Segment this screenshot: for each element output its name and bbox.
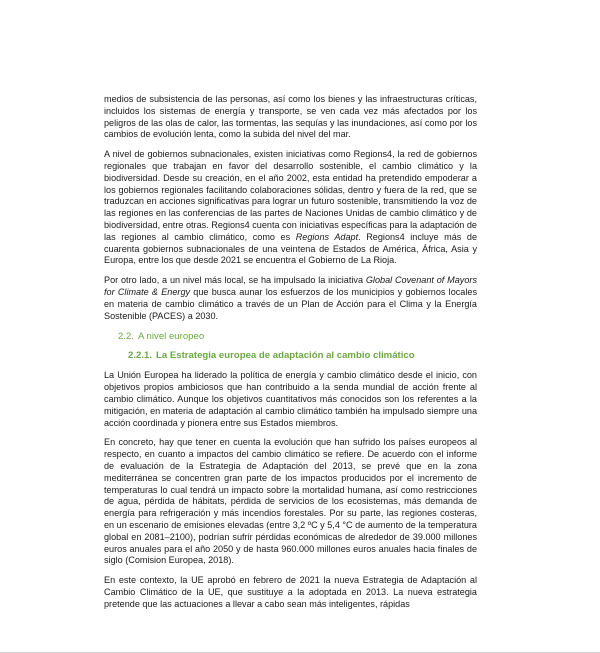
paragraph-eu-impacts: En concreto, hay que tener en cuenta la evolución que han sufrido los países europeos al respecto, en cuanto a impactos del cambio climático se refiere. De acuerdo con el informe de evaluación de la Estrategia de Adaptación del 2013, se prevé que en la zona mediterránea se concentren gran parte de los impactos producidos por el incremento de temperaturas lo cual tendrá un impacto sobre la mortalidad humana, así como restricciones de agua, pérdida de hábitats, pérdida de servicios de los ecosistemas, más demanda de energía para refrigeración y más incendios forestales. Por su parte, las regiones costeras, en un escenario de emisiones elevadas (entre 3,2 ºC y 5,4 °C de aumento de la temperatura global en 2081–2100), podrían sufrir pérdidas económicas de alrededor de 39.000 millones euros anuales para el año 2050 y de hasta 960.000 millones euros anuales hacia finales de siglo (Comision Europea, 2018). [104, 437, 477, 566]
paragraph-climate-risks: medios de subsistencia de las personas, así como los bienes y las infraestructuras críticas, incluidos los sistemas de energía y transporte, se ven cada vez más afectados por los peligros de las olas de calor, las tormentas, las sequías y las inundaciones, así como por los cambios de evolución lenta, como la subida del nivel del mar. [104, 94, 477, 140]
page-body [104, 94, 477, 618]
section-number: 2.2. [118, 331, 135, 343]
covenant-of-mayors-emphasis: Global Covenant of Mayors for Climate & Energy [104, 275, 477, 297]
subsection-number: 2.2.1. [128, 350, 153, 362]
paragraph-covenant-text-a: Por otro lado, a un nivel más local, se ha impulsado la iniciativa [104, 275, 366, 286]
paragraph-covenant-of-mayors [104, 275, 477, 322]
section-heading-european-level [118, 330, 477, 343]
paragraph-eu-leadership: La Unión Europea ha liderado la política de energía y cambio climático desde el inicio, con objetivos propios ambiciosos que han contribuido a la senda mundial de acción frente al cambio climático. Aunque los objetivos cuantitativos más conocidos son los referentes a la mitigación, en materia de adaptación al cambio climático también ha impulsado siempre una acción coordinada y pionera entre sus Estados miembros. [104, 370, 477, 428]
regions-adapt-emphasis: Regions Adapt [295, 231, 359, 242]
paragraph-regions4-text-b: . Regions4 incluye más de cuarenta gobiernos subnacionales de una veintena de Estados de América, África, Asia y Europa, entre los que desde 2021 se encuentra el Gobierno de La Rioja. [104, 231, 478, 266]
subsection-title: La Estrategia europea de adaptación al cambio climático [156, 350, 415, 362]
section-title: A nivel europeo [138, 331, 205, 343]
subsection-heading-eu-strategy [128, 349, 477, 362]
paragraph-regions4 [104, 149, 477, 267]
paragraph-covenant-text-b: que busca aunar los esfuerzos de los municipios y gobiernos locales en materia de cambio climático a través de un Plan de Acción para el Clima y la Energía Sostenible (PACES) a 2030. [104, 286, 477, 321]
paragraph-regions4-text-a: A nivel de gobiernos subnacionales, existen iniciativas como Regions4, la red de gobiernos regionales que trabajan en favor del desarrollo sostenible, el cambio climático y la biodiversidad. Desde su creación, en el año 2002, esta entidad ha pretendido empoderar a los gobiernos regionales facilitando colaboraciones sólidas, dentro y fuera de la red, que se traduzcan en acciones significativas para lograr un futuro sostenible, transmitiendo la voz de las regiones en las conferencias de las partes de Naciones Unidas de cambio climático y de biodiversidad, entre otras. Regions4 cuenta con iniciativas específicas para la adaptación de las regiones al cambio climático, como es [104, 149, 477, 242]
paragraph-eu-strategy-2021: En este contexto, la UE aprobó en febrero de 2021 la nueva Estrategia de Adaptación al Cambio Climático de la UE, que sustituye a la adoptada en 2013. La nueva estrategia pretende que las actuaciones a llevar a cabo sean más inteligentes, rápidas [104, 575, 477, 609]
